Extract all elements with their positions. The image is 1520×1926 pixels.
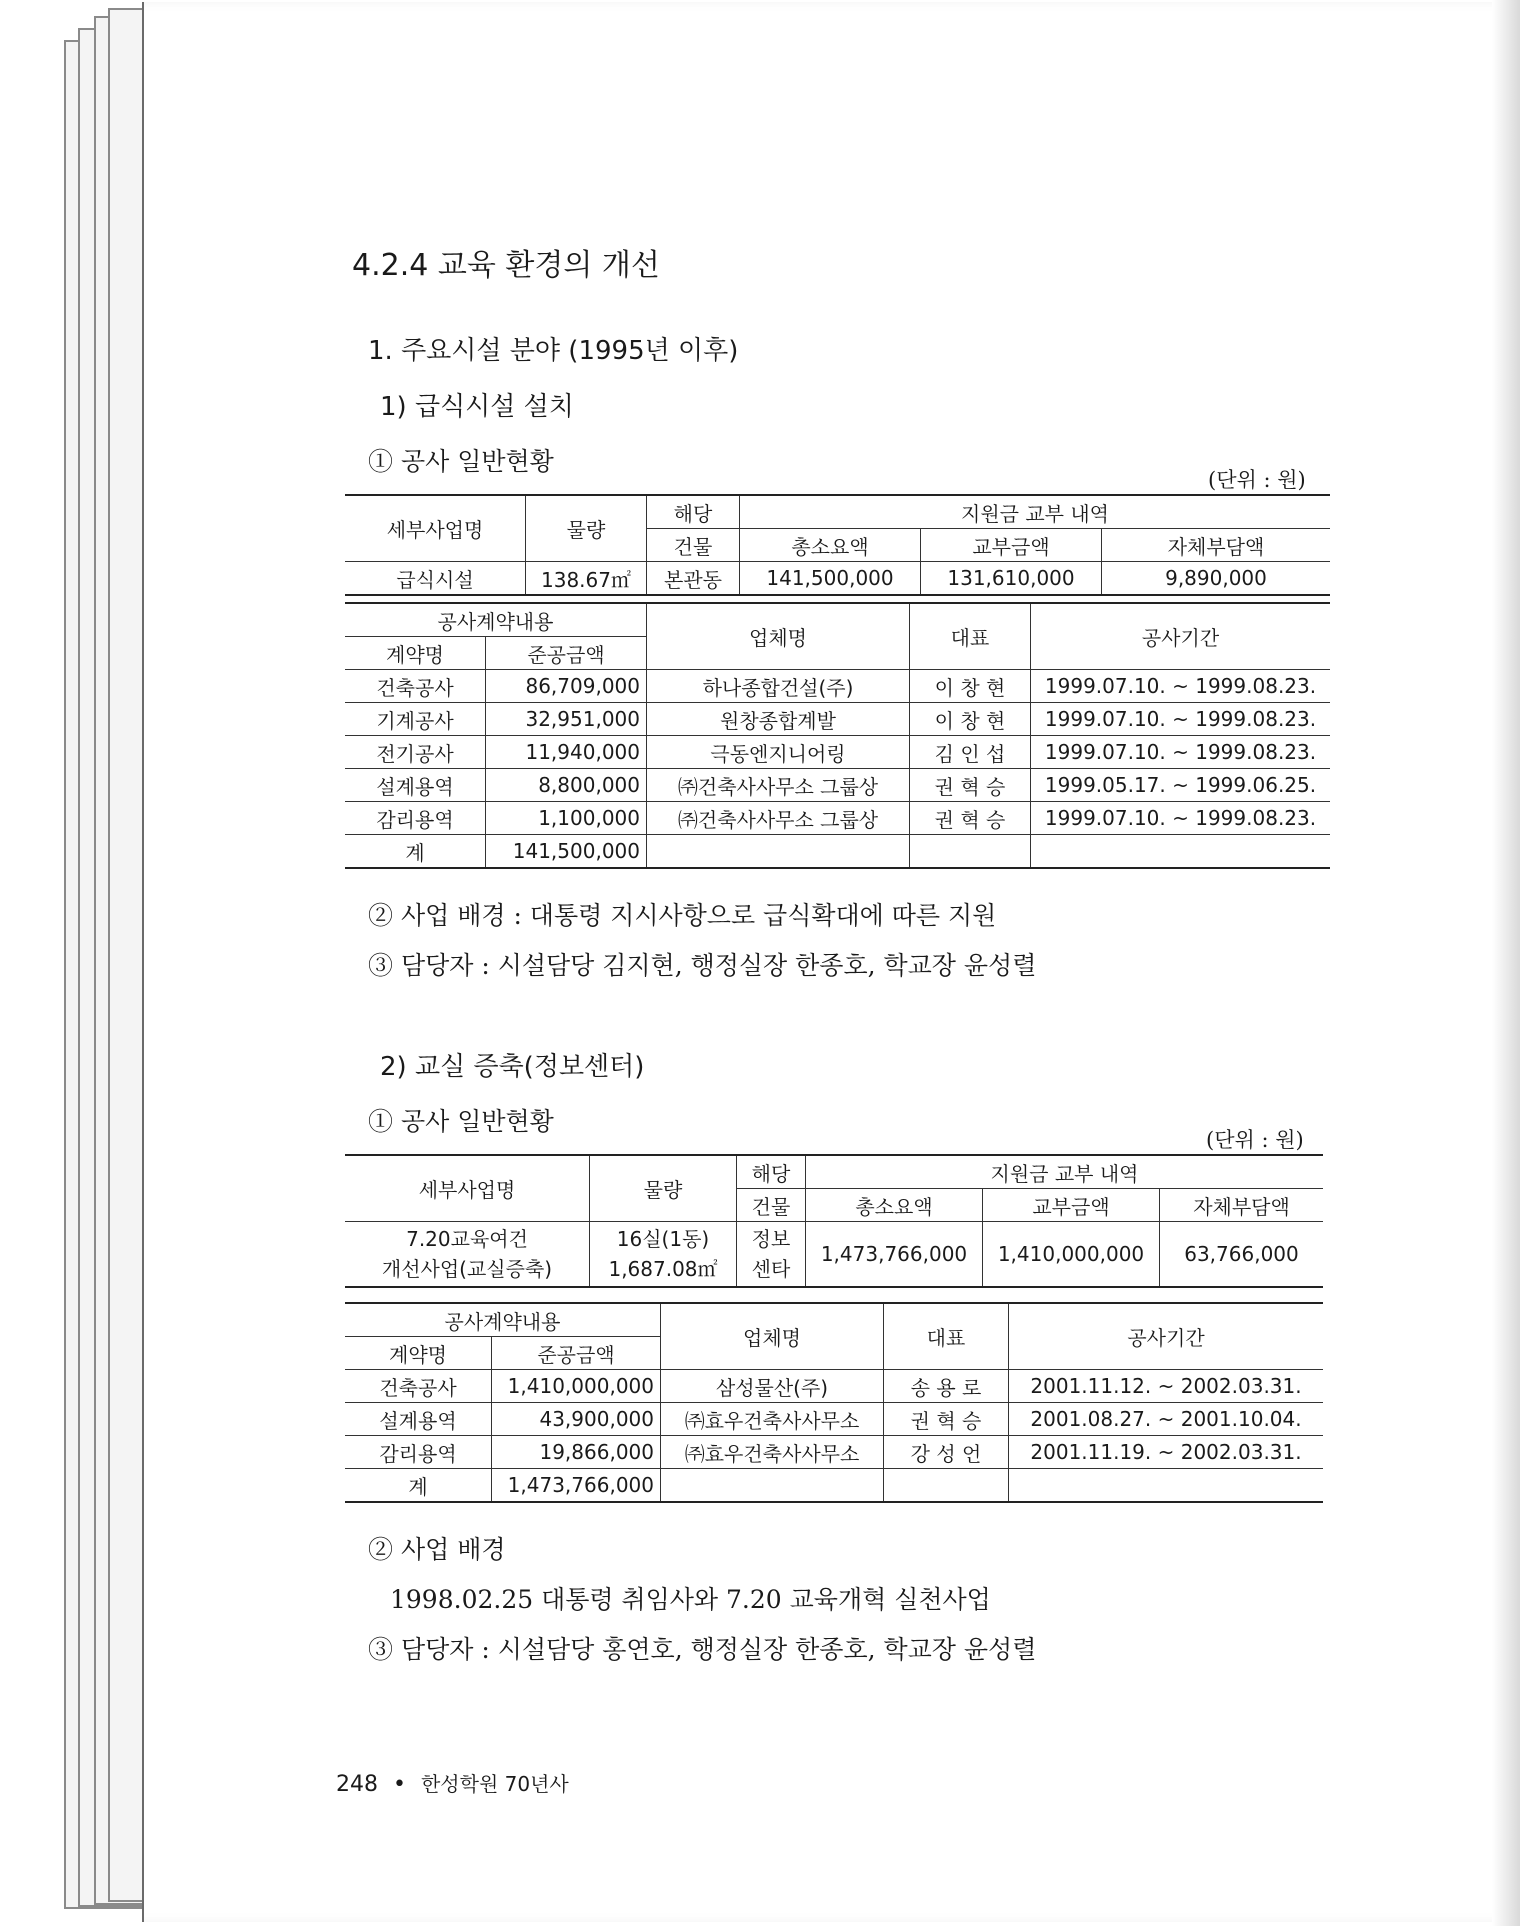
part1-title: 1) 급식시설 설치 [380,392,574,422]
table-cell: 19,866,000 [492,1436,661,1469]
bullet-icon: • [393,1772,406,1797]
table-cell: ㈜효우건축사사무소 [661,1436,884,1469]
header-cell: 해당 [737,1155,806,1189]
header-cell: 교부금액 [983,1189,1160,1222]
part1-summary-table [345,494,1330,596]
table-cell: 1999.07.10. ~ 1999.08.23. [1031,703,1331,736]
header-cell: 건물 [737,1189,806,1222]
cell-line: 센타 [751,1257,791,1281]
cell-line: 1,687.08㎡ [608,1257,718,1281]
header-cell: 공사기간 [1009,1303,1324,1370]
table-cell: 11,940,000 [486,736,647,769]
table-cell: 1,410,000,000 [492,1370,661,1403]
table-cell: 9,890,000 [1102,562,1331,596]
page-number: 248 [336,1772,378,1797]
table-row [345,703,1330,736]
table-cell: 건축공사 [345,1370,492,1403]
part1-contract-table [345,602,1330,869]
table-cell [737,1222,806,1288]
header-cell: 대표 [910,603,1031,670]
header-cell: 대표 [884,1303,1009,1370]
table-cell: 63,766,000 [1160,1222,1324,1288]
table-cell: 권 혁 승 [884,1403,1009,1436]
header-cell: 건물 [647,529,740,562]
table-cell: 1,473,766,000 [492,1469,661,1503]
header-cell: 세부사업명 [345,1155,590,1222]
header-cell: 계약명 [345,1337,492,1370]
part1-manager: ③ 담당자 : 시설담당 김지현, 행정실장 한종호, 학교장 윤성렬 [368,951,1037,980]
header-cell: 자체부담액 [1160,1189,1324,1222]
cell-line: 개선사업(교실증축) [381,1257,553,1281]
page-shadow [1492,0,1520,1926]
part1-background: ② 사업 배경 : 대통령 지시사항으로 급식확대에 따른 지원 [368,901,997,930]
table-cell: 86,709,000 [486,670,647,703]
header-cell: 업체명 [661,1303,884,1370]
table-cell: 131,610,000 [921,562,1102,596]
table-row [345,1436,1323,1469]
table-cell: 141,500,000 [486,835,647,869]
table-cell: 설계용역 [345,769,486,802]
part2-contract-table [345,1302,1323,1503]
table-row [345,1403,1323,1436]
table-cell: 141,500,000 [740,562,921,596]
table-cell: 본관동 [647,562,740,596]
header-cell: 준공금액 [486,637,647,670]
table-row [345,736,1330,769]
table-cell: 김 인 섭 [910,736,1031,769]
table-cell: 1,473,766,000 [806,1222,983,1288]
cell-line: 7.20교육여건 [406,1227,528,1251]
part1-general-label: ① 공사 일반현황 [368,447,554,476]
table-cell: 계 [345,835,486,869]
table-row [345,562,1330,596]
table-cell: 2001.11.12. ~ 2002.03.31. [1009,1370,1324,1403]
table-cell [647,835,910,869]
table-cell: 권 혁 승 [910,802,1031,835]
part2-title: 2) 교실 증축(정보센터) [380,1052,645,1082]
header-cell: 총소요액 [806,1189,983,1222]
table-cell: 건축공사 [345,670,486,703]
table-cell: ㈜건축사사무소 그룹상 [647,769,910,802]
table-row [345,1222,1323,1288]
table-cell: 이 창 현 [910,703,1031,736]
header-cell: 계약명 [345,637,486,670]
table-cell: 8,800,000 [486,769,647,802]
table-cell: ㈜건축사사무소 그룹상 [647,802,910,835]
cell-line: 정보 [751,1227,791,1251]
header-cell: 교부금액 [921,529,1102,562]
table-cell: 43,900,000 [492,1403,661,1436]
table-cell: 32,951,000 [486,703,647,736]
table-cell [910,835,1031,869]
table-cell: 1999.07.10. ~ 1999.08.23. [1031,736,1331,769]
part2-general-label: ① 공사 일반현황 [368,1107,554,1136]
table-cell: 급식시설 [345,562,526,596]
header-cell: 총소요액 [740,529,921,562]
table-cell: 2001.08.27. ~ 2001.10.04. [1009,1403,1324,1436]
table-cell: 하나종합건설(주) [647,670,910,703]
section-title: 4.2.4 교육 환경의 개선 [352,248,660,283]
table-row-total [345,835,1330,869]
header-cell: 물량 [590,1155,737,1222]
table-cell: 1999.07.10. ~ 1999.08.23. [1031,670,1331,703]
table-cell: 설계용역 [345,1403,492,1436]
table-cell: 감리용역 [345,802,486,835]
table-cell: 계 [345,1469,492,1503]
table-cell: 1999.07.10. ~ 1999.08.23. [1031,802,1331,835]
table-cell [1009,1469,1324,1503]
table-row [345,1370,1323,1403]
table-cell [884,1469,1009,1503]
table-cell: 삼성물산(주) [661,1370,884,1403]
header-cell: 준공금액 [492,1337,661,1370]
table-cell: 138.67㎡ [526,562,647,596]
header-cell: 공사계약내용 [345,603,647,637]
table-cell: 전기공사 [345,736,486,769]
table-cell: 권 혁 승 [910,769,1031,802]
part2-summary-table [345,1154,1323,1288]
table-cell: 1,410,000,000 [983,1222,1160,1288]
cell-line: 16실(1동) [616,1227,710,1251]
part2-unit-label: (단위 : 원) [1206,1128,1304,1152]
table-cell: 원창종합계발 [647,703,910,736]
header-cell: 세부사업명 [345,495,526,562]
table-cell: 송 용 로 [884,1370,1009,1403]
header-cell: 물량 [526,495,647,562]
header-cell: 해당 [647,495,740,529]
part2-manager: ③ 담당자 : 시설담당 홍연호, 행정실장 한종호, 학교장 윤성렬 [368,1635,1037,1664]
subsection-title: 1. 주요시설 분야 (1995년 이후) [368,336,739,366]
table-cell: 감리용역 [345,1436,492,1469]
table-cell: 기계공사 [345,703,486,736]
header-cell: 지원금 교부 내역 [806,1155,1324,1189]
part2-background-label: ② 사업 배경 [368,1535,506,1564]
book-title: 한성학원 70년사 [420,1772,569,1796]
part1-unit-label: (단위 : 원) [1208,468,1306,492]
part2-background-text: 1998.02.25 대통령 취임사와 7.20 교육개혁 실천사업 [390,1585,991,1614]
table-cell: 2001.11.19. ~ 2002.03.31. [1009,1436,1324,1469]
table-cell: 1,100,000 [486,802,647,835]
table-cell [345,1222,590,1288]
table-cell: 극동엔지니어링 [647,736,910,769]
table-row [345,802,1330,835]
header-cell: 공사기간 [1031,603,1331,670]
table-cell: 이 창 현 [910,670,1031,703]
table-row-total [345,1469,1323,1503]
page-footer [336,1768,569,1797]
header-cell: 자체부담액 [1102,529,1331,562]
header-cell: 업체명 [647,603,910,670]
table-cell: 1999.05.17. ~ 1999.06.25. [1031,769,1331,802]
table-cell [590,1222,737,1288]
table-cell: 강 성 언 [884,1436,1009,1469]
table-cell [661,1469,884,1503]
header-cell: 공사계약내용 [345,1303,661,1337]
table-row [345,769,1330,802]
header-cell: 지원금 교부 내역 [740,495,1331,529]
table-cell: ㈜효우건축사사무소 [661,1403,884,1436]
table-cell [1031,835,1331,869]
table-row [345,670,1330,703]
